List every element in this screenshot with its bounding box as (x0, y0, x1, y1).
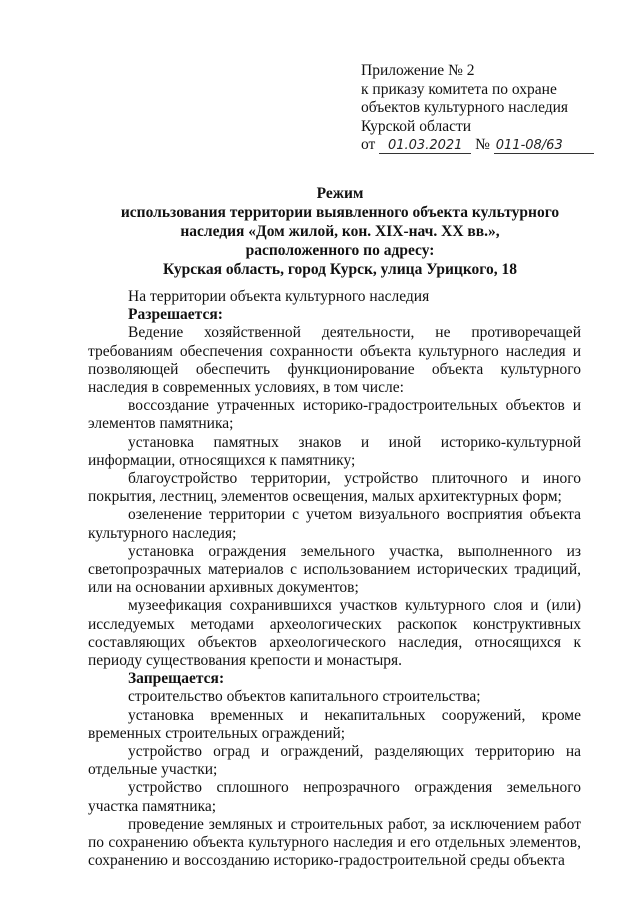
allowed-title: Разрешается: (128, 306, 223, 324)
heading-line-5: Курская область, город Курск, улица Урицкого, 18 (163, 261, 517, 278)
allowed-item: музеефикация сохранившихся участков культурного слоя и (или) исследуемых методами археологических раскопок конструктивных составляющих объектов археологического наследия, относящихся к периоду существования крепости и монастыря. (88, 597, 581, 670)
allowed-item: установка памятных знаков и иной историко-культурной информации, относящихся к памятнику; (88, 433, 581, 469)
heading-line-4: расположенного по адресу: (245, 242, 435, 259)
heading-line-3: наследия «Дом жилой, кон. XIX-нач. XX вв.», (180, 223, 500, 240)
allowed-item: благоустройство территории, устройство плиточного и иного покрытия, лестниц, элементов освещения, малых архитектурных форм; (88, 470, 581, 506)
document-heading (80, 184, 600, 279)
allowed-item: Ведение хозяйственной деятельности, не противоречащей требованиям обеспечения сохранности объекта культурного наследия и позволяющей обеспечить функционирование объекта культурного наследия в современных условиях, в том числе: (88, 324, 581, 397)
forbidden-title: Запрещается: (128, 670, 225, 688)
appendix-block (361, 62, 611, 155)
appendix-committee-line: объектов культурного наследия (361, 99, 569, 116)
allowed-item: озеленение территории с учетом визуального восприятия объекта культурного наследия; (88, 506, 581, 542)
forbidden-item: проведение земляных и строительных работ, за исключением работ по сохранению объекта культурного наследия и его отдельных элементов, сохранению и воссозданию историко-градостроительной среды объекта (88, 815, 581, 870)
appendix-region-line: Курской области (361, 117, 472, 135)
handwritten-date: 01.03.2021 (379, 139, 471, 154)
forbidden-item: устройство оград и ограждений, разделяющих территорию на отдельные участки; (88, 743, 581, 779)
forbidden-item: устройство сплошного непрозрачного ограждения земельного участка памятника; (88, 779, 581, 815)
allowed-item: воссоздание утраченных историко-градостроительных объектов и элементов памятника; (88, 397, 581, 433)
forbidden-item: строительство объектов капитального строительства; (128, 688, 481, 706)
heading-line-1: Режим (316, 185, 364, 202)
document-body (88, 288, 581, 871)
number-label: № (475, 136, 490, 153)
allowed-item: установка ограждения земельного участка, выполненного из светопрозрачных материалов с использованием исторических традиций, или на основании архивных документов; (88, 542, 581, 597)
heading-line-2: использования территории выявленного объекта культурного (120, 204, 560, 221)
appendix-title: Приложение № 2 (361, 62, 475, 79)
forbidden-item: установка временных и некапитальных сооружений, кроме временных строительных ограждений; (88, 706, 581, 742)
appendix-order-line: к приказу комитета по охране (361, 80, 557, 98)
from-label: от (361, 136, 376, 153)
body-intro: На территории объекта культурного наследия (128, 288, 430, 305)
appendix-date-number-line (361, 136, 611, 155)
handwritten-number: 011-08/63 (494, 139, 594, 154)
